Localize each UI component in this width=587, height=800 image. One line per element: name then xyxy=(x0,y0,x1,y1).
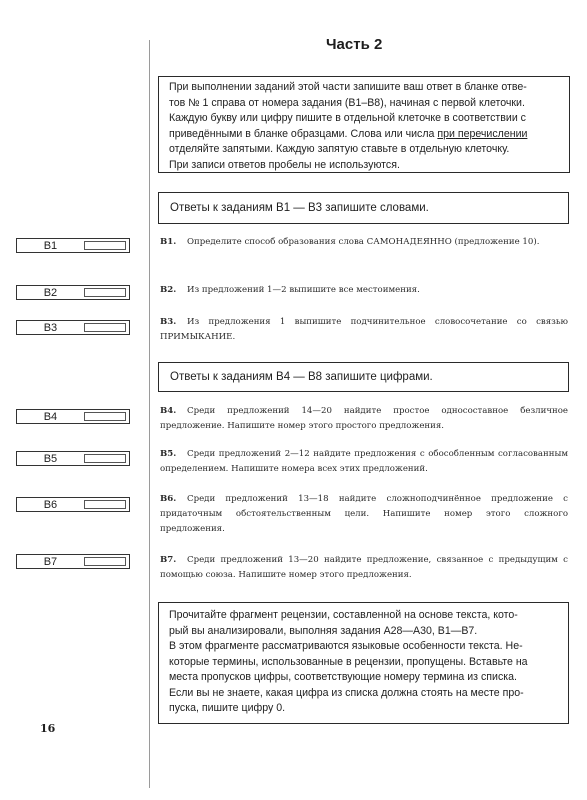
task-number: B1. xyxy=(160,237,177,247)
task-b3 xyxy=(160,315,568,345)
intro-line: отделяйте запятыми. Каждую запятую ставьте в отдельную клеточку. xyxy=(169,143,510,155)
fragment-line: Если вы не знаете, какая цифра из списка должна стоять на месте про- xyxy=(169,686,524,699)
task-text: Среди предложений 14—20 найдите простое односоставное безличное предложение. Напишите номер этого простого предложения. xyxy=(160,406,568,431)
task-text: Определите способ образования слова САМОНАДЕЯННО (предложение 10). xyxy=(187,237,540,247)
section-header-words xyxy=(158,192,569,224)
task-b5 xyxy=(160,447,568,477)
fragment-line: рый вы анализировали, выполняя задания А28—А30, В1—В7. xyxy=(169,624,478,637)
task-b1 xyxy=(160,235,568,250)
task-b7 xyxy=(160,553,568,583)
intro-line xyxy=(169,127,559,143)
answer-box-b5[interactable] xyxy=(16,451,130,466)
task-text: Из предложений 1—2 выпишите все местоимения. xyxy=(187,285,420,295)
task-b2 xyxy=(160,283,568,298)
answer-cell[interactable] xyxy=(84,323,126,332)
task-b4 xyxy=(160,404,568,434)
answer-cell[interactable] xyxy=(84,288,126,297)
task-b6 xyxy=(160,492,568,537)
task-number: B5. xyxy=(160,449,177,459)
task-text: Среди предложений 13—18 найдите сложноподчинённое предложение с придаточным обстоятельственным цели. Напишите номер этого сложного предложения. xyxy=(160,494,568,534)
page-title: Часть 2 xyxy=(326,36,383,53)
section-header-digits xyxy=(158,362,569,392)
intro-line: При выполнении заданий этой части запишите ваш ответ в бланке отве- xyxy=(169,81,527,93)
task-number: B3. xyxy=(160,317,177,327)
section-header-text: Ответы к заданиям В4 — В8 запишите цифрами. xyxy=(170,371,433,383)
intro-line: тов № 1 справа от номера задания (В1–В8), начиная с первой клеточки. xyxy=(169,96,525,109)
fragment-line: В этом фрагменте рассматриваются языковые особенности текста. Не- xyxy=(169,640,523,652)
answer-box-label: B4 xyxy=(43,410,58,423)
task-text: Среди предложений 2—12 найдите предложения с обособленным согласованным определением. Напишите номера всех этих предложений. xyxy=(160,449,568,474)
answer-box-label: B1 xyxy=(43,239,58,252)
task-number: B4. xyxy=(160,406,177,416)
review-fragment-box xyxy=(158,602,569,724)
page-number: 16 xyxy=(40,722,56,735)
answer-box-label: B7 xyxy=(43,555,58,568)
fragment-line: пуска, пишите цифру 0. xyxy=(169,702,286,714)
answer-box-b2[interactable] xyxy=(16,285,130,300)
answer-box-label: B3 xyxy=(43,321,58,334)
answer-box-b7[interactable] xyxy=(16,554,130,569)
answer-box-label: B5 xyxy=(43,452,58,465)
section-header-text: Ответы к заданиям В1 — В3 запишите словами. xyxy=(170,202,429,214)
task-text: Из предложения 1 выпишите подчинительное словосочетание со связью ПРИМЫКАНИЕ. xyxy=(160,317,568,342)
task-number: B6. xyxy=(160,494,177,504)
answer-box-b4[interactable] xyxy=(16,409,130,424)
answer-box-label: B2 xyxy=(43,286,58,299)
instructions-box xyxy=(158,76,570,173)
fragment-line: которые термины, использованные в рецензии, пропущены. Вставьте на xyxy=(169,655,528,668)
task-number: B2. xyxy=(160,285,177,295)
fragment-line: места пропусков цифры, соответствующие номеру термина из списка. xyxy=(169,671,517,683)
task-number: B7. xyxy=(160,555,177,565)
fragment-line: Прочитайте фрагмент рецензии, составленной на основе текста, кото- xyxy=(169,609,518,621)
answer-cell[interactable] xyxy=(84,454,126,463)
intro-underlined-text: при перечислении xyxy=(437,127,528,140)
intro-line: При записи ответов пробелы не используются. xyxy=(169,158,400,171)
answer-box-b6[interactable] xyxy=(16,497,130,512)
answer-cell[interactable] xyxy=(84,557,126,566)
intro-text: приведёнными в бланке образцами. Слова или числа xyxy=(169,127,438,140)
answer-cell[interactable] xyxy=(84,500,126,509)
answer-box-label: B6 xyxy=(43,498,58,511)
answer-box-b1[interactable] xyxy=(16,238,130,253)
answer-cell[interactable] xyxy=(84,412,126,421)
margin-line xyxy=(149,40,150,788)
task-text: Среди предложений 13—20 найдите предложение, связанное с предыдущим с помощью союза. Напишите номер этого предложения. xyxy=(160,555,568,580)
answer-cell[interactable] xyxy=(84,241,126,250)
answer-box-b3[interactable] xyxy=(16,320,130,335)
intro-line: Каждую букву или цифру пишите в отдельной клеточке в соответствии с xyxy=(169,112,526,124)
